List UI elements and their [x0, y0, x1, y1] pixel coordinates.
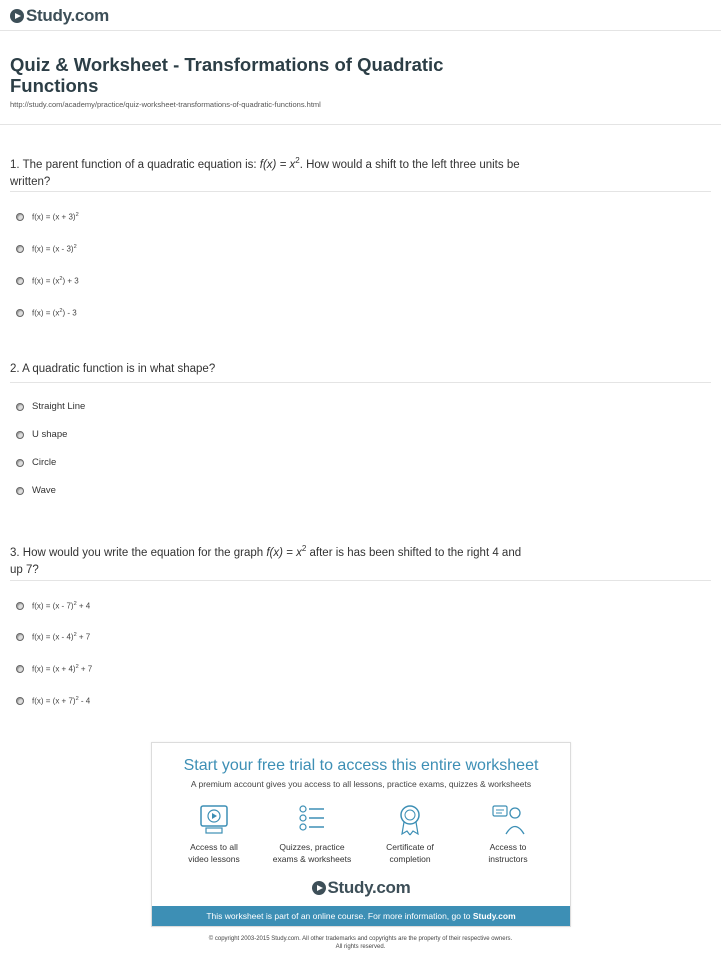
- feature-label: video lessons: [188, 854, 240, 864]
- radio-button[interactable]: [16, 245, 24, 253]
- premium-promo-box: [151, 742, 571, 927]
- copyright-line: © copyright 2003-2015 Study.com. All other trademarks and copyrights are the property of their respective owners.: [208, 936, 513, 942]
- option-label: f(x) = (x - 4)$^2$ + 7: [32, 632, 91, 642]
- certificate-icon: [395, 803, 425, 837]
- footer-copyright: [0, 935, 721, 951]
- feature-label: Access to: [489, 842, 527, 852]
- promo-logo[interactable]: [152, 878, 570, 898]
- q1-option-2[interactable]: [16, 244, 77, 254]
- divider: [10, 580, 711, 581]
- divider: [10, 191, 711, 192]
- play-icon: [10, 9, 24, 23]
- question-1: 1. The parent function of a quadratic equation is: $f(x) = x^2$. How would a shift to the left three units be written?: [10, 156, 520, 188]
- info-banner: [152, 906, 570, 926]
- option-label: Straight Line: [32, 401, 86, 412]
- page-title: Quiz & Worksheet - Transformations of Quadratic Functions: [10, 54, 444, 96]
- option-label: $f(x) = (x + 3)^2$: [32, 212, 79, 222]
- option-label: f(x) = (x - 7)$^2$ + 4: [32, 601, 91, 611]
- radio-button[interactable]: [16, 309, 24, 317]
- divider: [0, 30, 721, 31]
- radio-button[interactable]: [16, 431, 24, 439]
- option-label: U shape: [32, 429, 68, 440]
- radio-button[interactable]: [16, 665, 24, 673]
- banner-link[interactable]: Study.com: [472, 911, 516, 921]
- feature-video-lessons: [164, 803, 264, 865]
- radio-button[interactable]: [16, 697, 24, 705]
- feature-instructors: [458, 803, 558, 865]
- q1-option-4[interactable]: [16, 308, 77, 318]
- radio-button[interactable]: [16, 487, 24, 495]
- radio-button[interactable]: [16, 213, 24, 221]
- radio-button[interactable]: [16, 602, 24, 610]
- q3-option-4[interactable]: [16, 696, 90, 706]
- feature-label: instructors: [488, 854, 528, 864]
- page-url: http://study.com/academy/practice/quiz-worksheet-transformations-of-quadratic-functions.html: [10, 100, 321, 109]
- q2-option-4[interactable]: [16, 485, 56, 496]
- study-logo[interactable]: [10, 6, 109, 26]
- feature-certificate: [360, 803, 460, 865]
- radio-button[interactable]: [16, 403, 24, 411]
- feature-label: Quizzes, practice: [279, 842, 345, 852]
- divider: [10, 382, 711, 383]
- divider: [0, 124, 721, 125]
- option-label: $f(x) = (x^2) - 3$: [32, 308, 77, 318]
- option-label: Circle: [32, 457, 57, 468]
- option-label: Wave: [32, 485, 56, 496]
- feature-label: Access to all: [190, 842, 238, 852]
- radio-button[interactable]: [16, 633, 24, 641]
- question-2: 2. A quadratic function is in what shape?: [10, 363, 216, 375]
- video-lesson-icon: [199, 803, 229, 837]
- radio-button[interactable]: [16, 459, 24, 467]
- instructor-icon: [491, 803, 525, 837]
- radio-button[interactable]: [16, 277, 24, 285]
- promo-subtitle: A premium account gives you access to all lessons, practice exams, quizzes & worksheets: [190, 779, 532, 789]
- q2-option-3[interactable]: [16, 457, 56, 468]
- logo-text: Study.com: [26, 6, 109, 25]
- q3-option-3[interactable]: [16, 664, 92, 674]
- feature-label: Certificate of: [386, 842, 434, 852]
- feature-quizzes: [262, 803, 362, 865]
- copyright-line: All rights reserved.: [335, 944, 386, 950]
- option-label: $f(x) = (x + 4)^2 + 7$: [32, 664, 93, 674]
- quiz-list-icon: [297, 803, 327, 837]
- option-label: $f(x) = (x + 7)^2 - 4$: [32, 696, 91, 706]
- q3-option-1[interactable]: [16, 601, 90, 611]
- q1-option-3[interactable]: [16, 276, 79, 286]
- feature-label: completion: [389, 854, 431, 864]
- promo-logo-text: Study.com: [327, 878, 411, 897]
- play-icon: [312, 881, 326, 895]
- banner-text: This worksheet is part of an online course. For more information, go to: [206, 911, 473, 921]
- q1-option-1[interactable]: [16, 212, 79, 222]
- option-label: f(x) = (x - 3)$^2$: [32, 244, 77, 254]
- feature-label: exams & worksheets: [272, 854, 352, 864]
- option-label: $f(x) = (x^2) + 3$: [32, 276, 79, 286]
- q2-option-1[interactable]: [16, 401, 85, 412]
- q3-option-2[interactable]: [16, 632, 90, 642]
- q2-option-2[interactable]: [16, 429, 67, 440]
- question-3: 3. How would you write the equation for the graph $f(x) = x^2$ after is has been shifted to the right 4 and up 7?: [10, 544, 522, 576]
- promo-title[interactable]: Start your free trial to access this entire worksheet: [183, 757, 539, 774]
